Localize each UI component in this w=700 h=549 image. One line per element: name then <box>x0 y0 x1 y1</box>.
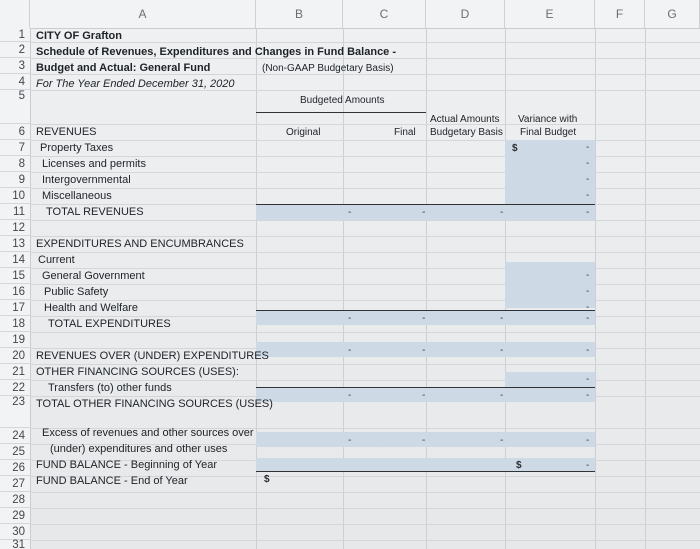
header-variance-2: Final Budget <box>520 127 577 138</box>
header-final: Final <box>394 127 416 138</box>
grid-line <box>30 156 700 157</box>
grid-line <box>30 252 700 253</box>
grid-line <box>30 524 700 525</box>
input-range-fund-balance-begin[interactable] <box>256 458 595 471</box>
header-underline <box>256 112 426 113</box>
row-number[interactable]: 25 <box>0 444 30 460</box>
select-all-corner[interactable] <box>0 0 30 28</box>
input-range-revenues-over[interactable] <box>256 342 595 357</box>
column-header-bar <box>0 0 700 29</box>
row-number[interactable]: 5 <box>0 90 30 124</box>
label-fund-balance-end: FUND BALANCE - End of Year <box>36 475 188 487</box>
input-range-variance-transfers[interactable] <box>505 372 595 387</box>
input-range-total-revenues[interactable] <box>256 205 595 220</box>
row-number[interactable]: 13 <box>0 236 30 252</box>
label-licenses: Licenses and permits <box>42 158 146 170</box>
dash-value: - <box>500 313 504 324</box>
row-number[interactable]: 14 <box>0 252 30 268</box>
row-number[interactable]: 23 <box>0 396 30 428</box>
dash-value: - <box>348 345 352 356</box>
row-number[interactable]: 24 <box>0 428 30 444</box>
dash-value: - <box>422 435 426 446</box>
grid-line <box>30 140 700 141</box>
title-period: For The Year Ended December 31, 2020 <box>36 78 235 90</box>
input-range-variance-expenditures[interactable] <box>505 262 595 308</box>
label-total-expenditures: TOTAL EXPENDITURES <box>48 318 171 330</box>
underline-total-other <box>256 387 595 388</box>
label-current: Current <box>38 254 75 266</box>
label-total-revenues: TOTAL REVENUES <box>46 206 144 218</box>
label-revenues-over-under: REVENUES OVER (UNDER) EXPENDITURES <box>36 350 269 362</box>
grid-line <box>30 90 700 91</box>
dash-value: - <box>422 207 426 218</box>
input-range-variance-revenues[interactable] <box>505 140 595 204</box>
dash-value: - <box>586 345 590 356</box>
row-number[interactable]: 17 <box>0 300 30 316</box>
dash-value: - <box>586 390 590 401</box>
label-miscellaneous: Miscellaneous <box>42 190 112 202</box>
row-number[interactable]: 9 <box>0 172 30 188</box>
label-total-other-financing: TOTAL OTHER FINANCING SOURCES (USES) <box>36 398 273 410</box>
dash-value: - <box>500 435 504 446</box>
label-public-safety: Public Safety <box>44 286 109 298</box>
dollar-sign: $ <box>264 474 270 485</box>
row-number[interactable]: 30 <box>0 524 30 540</box>
dash-value: - <box>348 390 352 401</box>
label-fund-balance-begin: FUND BALANCE - Beginning of Year <box>36 459 217 471</box>
grid-line <box>30 364 700 365</box>
row-number[interactable]: 10 <box>0 188 30 204</box>
title-basis-line: Budget and Actual: General Fund <box>36 62 211 74</box>
dash-value: - <box>586 158 590 169</box>
row-number[interactable]: 22 <box>0 380 30 396</box>
label-general-government: General Government <box>42 270 145 282</box>
row-number[interactable]: 12 <box>0 220 30 236</box>
grid-line <box>595 28 596 549</box>
row-number[interactable]: 8 <box>0 156 30 172</box>
title-basis-note: (Non-GAAP Budgetary Basis) <box>262 63 394 74</box>
row-number[interactable]: 31 <box>12 538 25 549</box>
dollar-sign: $ <box>512 143 518 154</box>
dash-value: - <box>586 174 590 185</box>
label-other-financing: OTHER FINANCING SOURCES (USES): <box>36 366 239 378</box>
grid-line <box>30 42 700 43</box>
row-header-bar <box>0 28 31 549</box>
row-number[interactable]: 15 <box>0 268 30 284</box>
grid-line <box>30 124 700 125</box>
row-number[interactable]: 6 <box>0 124 30 140</box>
header-budgeted-amounts: Budgeted Amounts <box>300 95 385 106</box>
grid-line <box>30 284 700 285</box>
row-number[interactable]: 7 <box>0 140 30 156</box>
row-number[interactable]: 28 <box>0 492 30 508</box>
column-header-d[interactable]: D <box>426 0 505 28</box>
dash-value: - <box>586 302 590 313</box>
column-header-g[interactable]: G <box>645 0 700 28</box>
row-number[interactable]: 3 <box>0 58 30 74</box>
dash-value: - <box>348 313 352 324</box>
dash-value: - <box>586 142 590 153</box>
grid-line <box>30 188 700 189</box>
row-number[interactable]: 27 <box>0 476 30 492</box>
column-header-c[interactable]: C <box>343 0 426 28</box>
row-number[interactable]: 11 <box>0 204 30 220</box>
dash-value: - <box>586 190 590 201</box>
dash-value: - <box>348 435 352 446</box>
row-number[interactable]: 19 <box>0 332 30 348</box>
dash-value: - <box>500 207 504 218</box>
column-header-a[interactable]: A <box>30 0 256 28</box>
title-schedule: Schedule of Revenues, Expenditures and Changes in Fund Balance - <box>36 46 397 58</box>
column-header-b[interactable]: B <box>256 0 343 28</box>
grid-line <box>30 492 700 493</box>
row-number[interactable]: 18 <box>0 316 30 332</box>
header-actual-2: Budgetary Basis <box>430 127 503 138</box>
input-range-total-other[interactable] <box>256 388 595 402</box>
row-number[interactable]: 21 <box>0 364 30 380</box>
grid-line <box>30 540 700 541</box>
grid-line <box>30 380 700 381</box>
grid-line <box>30 236 700 237</box>
grid-line <box>645 28 646 549</box>
row-number[interactable]: 4 <box>0 74 30 90</box>
dash-value: - <box>500 390 504 401</box>
row-number[interactable]: 1 <box>0 28 30 42</box>
column-header-e[interactable]: E <box>505 0 595 28</box>
input-range-total-expenditures[interactable] <box>256 311 595 325</box>
title-city: CITY OF Grafton <box>36 30 122 42</box>
dash-value: - <box>586 374 590 385</box>
dash-value: - <box>586 270 590 281</box>
grid-line <box>30 74 700 75</box>
dash-value: - <box>422 345 426 356</box>
label-property-taxes: Property Taxes <box>40 142 114 154</box>
header-actual-1: Actual Amounts <box>430 114 500 125</box>
label-revenues: REVENUES <box>36 126 97 138</box>
header-variance-1: Variance with <box>518 114 578 125</box>
dash-value: - <box>348 207 352 218</box>
grid-line <box>30 220 700 221</box>
underline-total-expenditures <box>256 310 595 311</box>
input-range-excess[interactable] <box>256 432 595 447</box>
dash-value: - <box>422 313 426 324</box>
dash-value: - <box>500 345 504 356</box>
column-header-f[interactable]: F <box>595 0 645 28</box>
label-excess-2: (under) expenditures and other uses <box>50 443 228 455</box>
underline-total-revenues <box>256 204 595 205</box>
header-original: Original <box>286 127 321 138</box>
row-number[interactable]: 20 <box>0 348 30 364</box>
dollar-sign: $ <box>516 460 522 471</box>
dash-value: - <box>586 460 590 471</box>
dash-value: - <box>586 313 590 324</box>
underline-fund-balance <box>256 471 595 472</box>
row-number[interactable]: 16 <box>0 284 30 300</box>
label-expenditures-encumbrances: EXPENDITURES AND ENCUMBRANCES <box>36 238 244 250</box>
grid-line <box>30 300 700 301</box>
dash-value: - <box>586 207 590 218</box>
grid-line <box>30 58 700 59</box>
row-number[interactable]: 26 <box>0 460 30 476</box>
grid-line <box>30 172 700 173</box>
grid-line <box>30 332 700 333</box>
dash-value: - <box>586 435 590 446</box>
row-number[interactable]: 29 <box>0 508 30 524</box>
label-intergovernmental: Intergovernmental <box>42 174 131 186</box>
grid-line <box>30 508 700 509</box>
label-excess-1: Excess of revenues and other sources over <box>42 427 254 439</box>
label-health-welfare: Health and Welfare <box>44 302 138 314</box>
label-transfers: Transfers (to) other funds <box>48 382 172 394</box>
grid-line <box>30 268 700 269</box>
dash-value: - <box>586 286 590 297</box>
row-number[interactable]: 2 <box>0 42 30 58</box>
dash-value: - <box>422 390 426 401</box>
